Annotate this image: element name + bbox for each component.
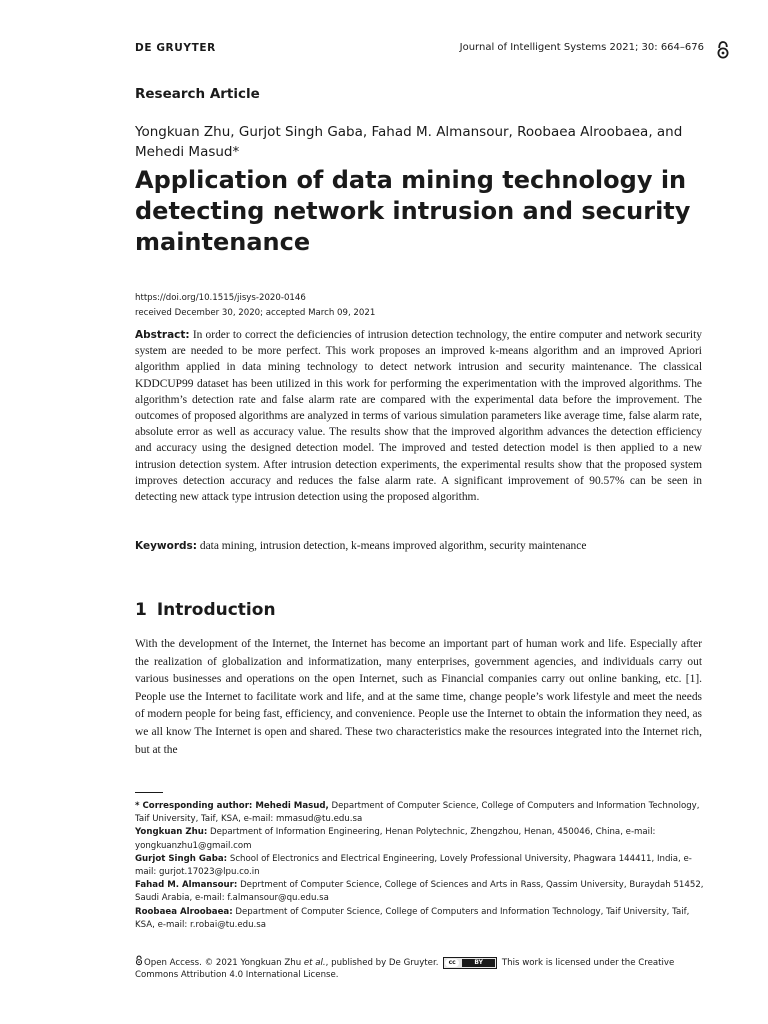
article-title: Application of data mining technology in detecting network intrusion and security maintenance (135, 166, 691, 256)
affiliation-text: School of Electronics and Electrical Engineering, Lovely Professional University, Phagwara 144411, India, e-mail: gurjot.17023@lpu.co.in (135, 853, 692, 878)
author-list: Yongkuan Zhu, Gurjot Singh Gaba, Fahad M. Almansour, Roobaea Alroobaea, and Mehedi Masud* (135, 124, 683, 160)
journal-citation: Journal of Intelligent Systems 2021; 30: 664–676 (459, 42, 704, 53)
received-accepted-dates: received December 30, 2020; accepted March 09, 2021 (135, 308, 376, 318)
keywords-label: Keywords: (135, 540, 197, 552)
affiliation-author (135, 906, 710, 932)
abstract (135, 327, 702, 505)
cc-by-license-badge[interactable] (443, 957, 497, 969)
abstract-label: Abstract: (135, 329, 190, 341)
affiliation-name: * Corresponding author: Mehedi Masud, (135, 801, 329, 811)
affiliation-name: Gurjot Singh Gaba: (135, 853, 228, 864)
article-type: Research Article (135, 86, 260, 102)
license-text: This work is licensed under the Creative Commons Attribution 4.0 International License. (135, 958, 675, 980)
affiliation-name: Yongkuan Zhu: (135, 827, 208, 838)
section-number: 1 (135, 600, 147, 620)
affiliation-author (135, 879, 710, 905)
abstract-text: In order to correct the deficiencies of intrusion detection technology, the entire computer and network security system are needed to be more perfect. This work proposes an improved k-means algorithm and an improved Apriori algorithm applied in data mining technology to detect network intrusion and security maintenance. The classical KDDCUP99 dataset has been utilized in this work for performing the experimentation with the improved algorithms. The algorithm’s detection rate and false alarm rate are compared with the experimental data before the improvement. The outcomes of proposed algorithms are analyzed in terms of various simulation parameters like average time, false alarm rate, absolute error as well as accuracy value. The results show that the improved algorithm advances the detection efficiency and accuracy using the designed detection model. The improved and tested detection model is then applied to a new intrusion detection system. After intrusion detection experiments, the experimental results show that the proposed system improves detection accuracy and reduces the false alarm rate. A significant improvement of 90.57% can be seen in detecting new attack type intrusion detection using the proposed algorithm. (135, 329, 703, 504)
affiliation-name: Fahad M. Almansour: (135, 880, 238, 891)
open-access-icon (716, 40, 730, 60)
affiliation-author (135, 826, 710, 852)
doi-link[interactable]: https://doi.org/10.1515/jisys-2020-0146 (135, 293, 306, 303)
article-meta (135, 291, 375, 321)
affiliation-name: Roobaea Alroobaea: (135, 906, 233, 917)
affiliation-text: Department of Computer Science, College of Computers and Information Technology, Taif University, Taif, KSA, e-mail: r.robai@tu.edu.sa (135, 906, 690, 930)
affiliation-text: Department of Computer Science, College of Computers and Information Technology, Taif University, Taif, KSA, e-mail: mmasud@tu.edu.sa (135, 801, 700, 825)
keywords-text: data mining, intrusion detection, k-means improved algorithm, security maintenance (199, 540, 587, 552)
by-label: BY (462, 959, 495, 967)
affiliation-text: Deprtment of Computer Science, College of Sciences and Arts in Rass, Qassim University, Buraydah 51452, Saudi Arabia, e-mail: f.almansour@qu.edu.sa (135, 880, 704, 904)
affiliation-corresponding (135, 800, 710, 826)
open-access-text: Open Access. © 2021 Yongkuan Zhu (144, 958, 302, 968)
author-affiliations (135, 800, 710, 932)
open-access-icon (135, 955, 143, 966)
section-heading (135, 600, 276, 620)
et-al: et al. (303, 958, 326, 968)
publisher-name: DE GRUYTER (135, 42, 216, 54)
affiliation-author (135, 853, 710, 879)
publisher-statement: , published by De Gruyter. (325, 958, 439, 968)
keywords (135, 538, 702, 554)
license-statement (135, 955, 710, 981)
cc-icon: cc (445, 959, 459, 967)
introduction-paragraph: With the development of the Internet, the Internet has become an important part of human work and life. Especially after the realization of globalization and informatization, many enterprises, government agencies, and individuals carry out various businesses and operations on the open Internet, such as Financial companies carry out online banking, etc. [1]. People use the Internet to facilitate work and life, and at the same time, change people’s work lifestyle and meet the needs of modern people for being fast, efficiency, and convenience. People use the Internet to obtain the information they need, as we all know The Internet is open and shared. These two characteristics make the resources integrated into the Internet rich, but at the (135, 638, 702, 756)
affiliation-text: Department of Information Engineering, Henan Polytechnic, Zhengzhou, Henan, 450046, China, e-mail: yongkuanzhu1@gmail.com (135, 827, 656, 851)
section-title: Introduction (156, 600, 276, 620)
footnote-rule (135, 792, 163, 793)
